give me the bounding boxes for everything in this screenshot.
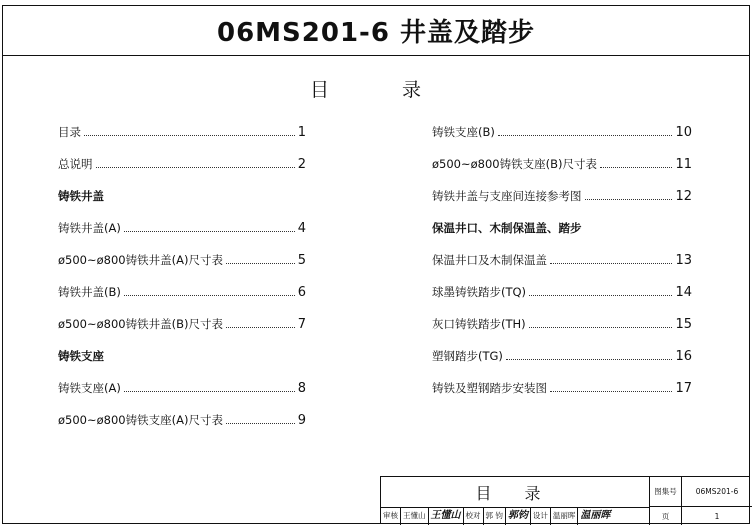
dot-leader: [529, 295, 672, 296]
toc-entry-label: ø500~ø800铸铁井盖(B)尺寸表: [58, 317, 223, 331]
toc-entry: [58, 404, 306, 436]
page-number: 1: [714, 511, 720, 521]
dot-leader: [226, 327, 295, 328]
dot-leader: [498, 135, 673, 136]
dot-leader: [124, 231, 295, 232]
dot-leader: [226, 263, 295, 264]
page-label: 页: [650, 507, 682, 525]
dot-leader: [226, 423, 295, 424]
toc-entry-label: 铸铁井盖(B): [58, 285, 121, 299]
dot-leader: [600, 167, 672, 168]
title-block: [380, 476, 750, 524]
toc-page-number: 17: [675, 380, 692, 396]
reviewer-name: 王懂山: [401, 507, 429, 525]
toc-page-number: 8: [297, 380, 306, 396]
toc-entry-label: ø500~ø800铸铁井盖(A)尺寸表: [58, 253, 223, 267]
toc-entry-label: 铸铁支座(B): [432, 125, 495, 139]
toc-entry-label: 铸铁及塑钢踏步安装图: [432, 381, 547, 395]
review-label: 审核: [381, 507, 401, 525]
toc-entry-label: 保温井口及木制保温盖: [432, 253, 547, 267]
toc-entry: [432, 244, 692, 276]
toc-section-heading: [58, 180, 306, 212]
toc-entry: [432, 372, 692, 404]
toc-heading-char-1: 目: [310, 79, 330, 101]
designer-name: 温丽晖: [551, 507, 579, 525]
toc-entry-label: 铸铁井盖与支座间连接参考图: [432, 189, 582, 203]
dot-leader: [506, 359, 673, 360]
toc-entry-label: ø500~ø800铸铁支座(B)尺寸表: [432, 157, 597, 171]
toc-entry: [432, 180, 692, 212]
toc-page-number: 6: [297, 284, 306, 300]
title-block-name: 目 录: [381, 477, 649, 508]
toc-heading: [0, 75, 756, 101]
toc-entry: [432, 340, 692, 372]
toc-right-column: [432, 116, 692, 404]
toc-page-number: 2: [297, 156, 306, 172]
toc-entry-label: 灰口铸铁踏步(TH): [432, 317, 526, 331]
toc-page-number: 15: [675, 316, 692, 332]
toc-entry-label: 总说明: [58, 157, 93, 171]
toc-left-column: [58, 116, 306, 436]
dot-leader: [124, 391, 295, 392]
toc-entry-label: 目录: [58, 125, 81, 139]
toc-entry-label: 球墨铸铁踏步(TQ): [432, 285, 527, 299]
toc-entry-label: ø500~ø800铸铁支座(A)尺寸表: [58, 413, 223, 427]
toc-entry-label: 塑钢踏步(TG): [432, 349, 503, 363]
toc-entry-label: 铸铁支座: [58, 349, 104, 363]
toc-entry: [58, 308, 306, 340]
dot-leader: [529, 327, 673, 328]
toc-entry: [432, 276, 692, 308]
toc-page-number: 11: [675, 156, 692, 172]
dot-leader: [585, 199, 673, 200]
toc-page-number: 7: [297, 316, 306, 332]
dot-leader: [96, 167, 295, 168]
toc-entry-label: 铸铁井盖: [58, 189, 104, 203]
toc-section-heading: [58, 340, 306, 372]
dot-leader: [84, 135, 295, 136]
toc-entry: [432, 308, 692, 340]
signature-row: [381, 507, 649, 525]
toc-page-number: 12: [675, 188, 692, 204]
toc-entry: [58, 148, 306, 180]
toc-page-number: 10: [675, 124, 692, 140]
toc-entry: [58, 212, 306, 244]
toc-page-number: 9: [297, 412, 306, 428]
toc-entry: [58, 372, 306, 404]
designer-signature: 温丽晖: [580, 510, 611, 521]
dot-leader: [124, 295, 295, 296]
toc-page-number: 1: [297, 124, 306, 140]
toc-entry-label: 保温井口、木制保温盖、踏步: [432, 221, 582, 235]
check-label: 校对: [464, 507, 484, 525]
title-block-meta: [649, 477, 751, 525]
toc-entry: [432, 148, 692, 180]
toc-entry: [432, 116, 692, 148]
dot-leader: [550, 263, 672, 264]
checker-signature: 郭钧: [506, 507, 531, 525]
dot-leader: [550, 391, 672, 392]
toc-heading-char-2: 录: [402, 79, 422, 101]
reviewer-signature: 王懂山: [429, 507, 464, 525]
toc-page-number: 16: [675, 348, 692, 364]
toc-entry-label: 铸铁支座(A): [58, 381, 121, 395]
toc-page-number: 14: [675, 284, 692, 300]
toc-page-number: 5: [297, 252, 306, 268]
sheet-title: 06MS201-6 井盖及踏步: [2, 5, 750, 56]
toc-entry: [58, 244, 306, 276]
toc-page-number: 4: [297, 220, 306, 236]
toc-page-number: 13: [675, 252, 692, 268]
atlas-number: 06MS201-6: [682, 477, 752, 507]
toc-entry: [58, 116, 306, 148]
toc-section-heading: [432, 212, 692, 244]
atlas-label: 图集号: [650, 477, 682, 507]
design-label: 设计: [531, 507, 551, 525]
toc-entry: [58, 276, 306, 308]
toc-entry-label: 铸铁井盖(A): [58, 221, 121, 235]
checker-name: 郭 钧: [484, 507, 506, 525]
